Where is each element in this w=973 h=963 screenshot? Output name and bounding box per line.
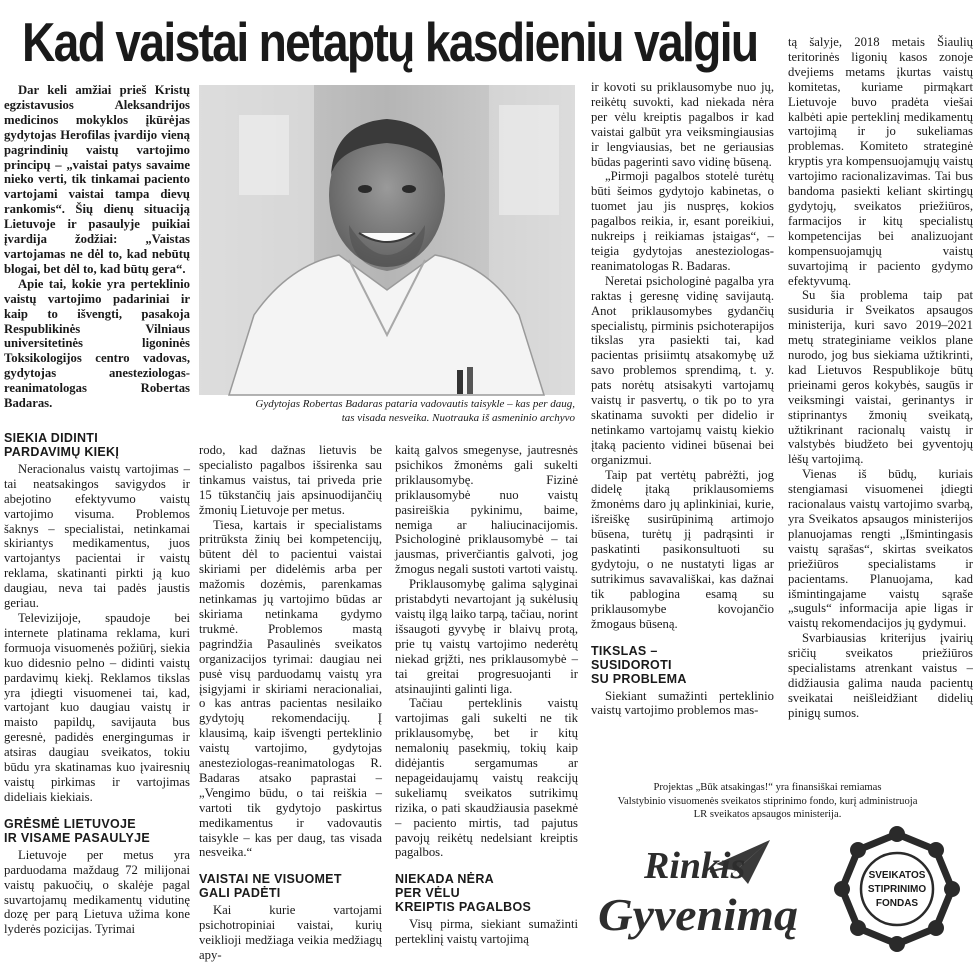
molecule-ring-icon bbox=[834, 826, 960, 952]
paper-plane-icon bbox=[598, 826, 798, 952]
body-paragraph: ir kovoti su priklausomybe nuo jų, reikėtų suvokti, kad niekada nėra per vėlu kreiptis pagalbos ir kad vaistai galbūt yra veiksmingiausias ir lengviausias, bet ne geriausias būdas pagerinti savo vidinę būseną. bbox=[591, 80, 774, 169]
body-paragraph: Su šia problema taip pat susiduria ir Sveikatos apsaugos ministerija, kuri savo 2019–2021 metų strateginiame veiklos plane nurodo, jog bus siekiama užtikrinti, kad Lietuvos Respublikoje būtų prieinami geros kokybės, saugūs ir veiksmingi vaistai, gerinantys ir stiprinantys žmonių sveikatą, užtikrinant racionalų vaistų ir valstybės biudžeto bei gyventojų lėšų vartojimą. bbox=[788, 288, 973, 467]
body-paragraph: Vienas iš būdų, kuriais stengiamasi visuomenei įdiegti racionalaus vaistų vartojimo svarbą, yra Sveikatos apsaugos ministerijos planuojamas rengti „Išmintingasis vaistų sąrašas“, skirtas sveikatos priežiūros specialistams ir pacientams. Planuojama, kad išmintingajame vaistų sąraše „suguls“ informacija apie ligas ir vaistų rekomendacijos jų gydymui. bbox=[788, 467, 973, 631]
body-paragraph: Taip pat vertėtų pabrėžti, jog didelę įtaką priklausomiems žmonėms daro jų aplinkiniai, kurie, išreiškę susirūpinimą artimojo būsena, turėtų jį padrąsinti ir paskatinti pasikonsultuoti su gydytoju, o ne nustatyti ligas ar sutrikimus savavališkai, kas dažnai tik pablogina esamą su priklausomybe kovojančio žmogaus būseną. bbox=[591, 467, 774, 631]
body-paragraph: Svarbiausias kriterijus įvairių sričių sveikatos priežiūros specialistams atrenkant vaistus – didžiausia galima nauda pacientų sveikatai neišleidžiant didelių pinigų sumos. bbox=[788, 631, 973, 720]
body-paragraph: Neracionalus vaistų vartojimas – tai neatsakingos savigydos ir abejotino efektyvumo vaistų vartojimo visuma. Problemos šaknys – specialistai, netinkamai skiriantys medikamentus, juos vartojantys pacientai ir vaistų reklama, skatinanti pirkti ją kuo daugiau, neva tai padės jaustis geriau. bbox=[4, 461, 190, 611]
body-paragraph: Televizijoje, spaudoje bei internete platinama reklama, kuri formuoja visuomenės požiūrį, siekia kuo didesnio pelno – didinti vaistų pardavimų kiekį. Reklamos tikslas yra įdiegti visuomenei tai, kad, vartojant kuo daugiau vaistų ir maisto papildų, savijauta bus geresnė, padidės energingumas ir atsiras daugiau sveikatos, tokiu būdu yra skatinamas kuo įvairesnių vaistų pirkimas ir vartojimas dideliais kiekiais. bbox=[4, 611, 190, 804]
funding-note bbox=[595, 781, 940, 822]
section-heading: GRĖSMĖ LIETUVOJE IR VISAME PASAULYJE bbox=[4, 816, 151, 845]
body-paragraph: Neretai psichologinė pagalba yra raktas į geresnę vidinę savijautą. Anot priklausomybes gydančių specialistų, pirminis psichoterapijos tikslas yra pasiekti tai, kad pacientas prisiimtų atsakomybę už savo problemos sprendimą, t. y. pats norėtų atsisakyti vartojamų vaistų ir pasvertų, o tik po to yra skatinama suvokti per didelio ir netinkamo vartojamų vaistų kiekio įtaką paciento vidinei būsenai bei organizmui. bbox=[591, 273, 774, 467]
body-paragraph: tą šalyje, 2018 metais Šiaulių teritorinės ligonių kasos zonoje dvejiems metams įkurtas vaistų komitetas, kuriame pirmąkart Lietuvoje buvo pradėta viešai kalbėti apie perteklinį medikamentų vartojimą ir jo sukeliamas problemas. Komiteto strateginė kryptis yra kompensuojamųjų vaistų vartojimo racionalizavimas. Tai bus bandoma pasiekti keliant skirtingų gydytojų, sveikatos priežiūros, farmacijos ir kitų specialistų kompetencijas bei analizuojant kompensuojamųjų vaistų suvartojimą ir paciento gydymo efektyvumą. bbox=[788, 35, 973, 288]
portrait-illustration bbox=[199, 85, 575, 395]
article-column-3 bbox=[395, 443, 578, 953]
section-heading: NIEKADA NĖRA PER VĖLU KREIPTIS PAGALBOS bbox=[395, 872, 532, 915]
logo-line: FONDAS bbox=[875, 898, 919, 909]
caption-line: tas visada nesveika. Nuotrauka iš asmeninio archyvo bbox=[341, 411, 575, 424]
body-paragraph: Priklausomybę galima sąlyginai pristabdyti nevartojant ją sukėlusių vaistų ilgą laiko tarpą, tačiau, norint išsaugoti gyvybę ir blaivų protą, prie tų vaistų vartojimo nederėtų niekad grįžti, nes priklausomybė – tai greitai progresuojanti ir atsinaujinti galinti liga. bbox=[395, 577, 578, 696]
body-paragraph: Siekiant sumažinti perteklinio vaistų vartojimo problemos mas- bbox=[591, 688, 774, 718]
body-paragraph: Tiesa, kartais ir specialistams pritrūksta žinių bei kompetencijų, būtent dėl to pacientui vaistai skiriami per didelėmis arba per mažomis dozėmis, parenkamas netinkamas jų vartojimo būdas ar skiriama netinkama gydymo trukmė. Problemos mastą pagrindžia Pasaulinės sveikatos organizacijos tyrimai: daugiau nei pusė visų parduodamų vaistų yra įsigyjami ir skiriami neracionaliai, o kas antras pacientas nesilaiko gydytojų rekomendacijų. Į klausimą, kaip išvengti perteklinio vaistų vartojimo, gydytojas anesteziologas-reanimatologas R. Badaras atsako paprastai – „Vengimo būdu, o tai reiškia – vartoti tik gydytojo paskirtus medikamentus ir vadovautis taisykle – kas per daug, tas visada nesveika.“ bbox=[199, 517, 382, 860]
section-heading: TIKSLAS – SUSIDOROTI SU PROBLEMA bbox=[591, 643, 687, 686]
section-heading: VAISTAI NE VISUOMET GALI PADĖTI bbox=[199, 872, 342, 901]
section-heading: SIEKIA DIDINTI PARDAVIMŲ KIEKĮ bbox=[4, 430, 120, 459]
funding-line: LR sveikatos apsaugos ministerija. bbox=[693, 809, 842, 820]
logo-line: SVEIKATOS bbox=[868, 870, 926, 881]
article-column-5 bbox=[788, 35, 973, 775]
article-lead-paragraph: Apie tai, kokie yra perteklinio vaistų vartojimo padariniai ir kaip to išvengti, pasakoja Respublikinės Vilniaus universitetinės ligoninės Toksikologijos centro vadovas, gydytojas anesteziologas-reanimatologas Robertas Badaras. bbox=[4, 276, 190, 411]
body-paragraph: Tačiau perteklinis vaistų vartojimas gali sukelti ne tik priklausomybę, bet ir kitų nemalonių pasekmių, tokių kaip didėjantis sergamumas ar nepageidaujamų vaistų reakcijų sukeliamų sveikatos sutrikimų rizika, o pati skaudžiausia pasekmė – paciento mirtis, tad pajutus pavojų reikėtų nedelsiant kreiptis pagalbos. bbox=[395, 696, 578, 860]
photo-caption bbox=[199, 398, 575, 425]
doctor-portrait-photo bbox=[199, 85, 575, 395]
sveikatos-fondas-logo bbox=[834, 826, 960, 952]
body-paragraph: Kai kurie vartojami psichotropiniai vaistai, kurių veiklioji medžiaga veikia medžiagų apy- bbox=[199, 903, 382, 963]
article-headline: Kad vaistai netaptų kasdieniu valgiu bbox=[22, 11, 758, 73]
body-paragraph: Visų pirma, siekiant sumažinti perteklinį vaistų vartojimą bbox=[395, 917, 578, 947]
logo-line: STIPRINIMO bbox=[867, 884, 927, 895]
article-lead-paragraph: Dar keli amžiai prieš Kristų egzistavusios Aleksandrijos medicinos mokyklos įkūrėjas gydytojas Herofilas įvardijo vieną pagrindinių vaistų vartojimo principų – „vaistai patys savaime nieko verti, tik tinkamai paciento vartojami vaistai tampa dievų rankomis“. Šių dienų situaciją Lietuvoje ir pasaulyje puikiai įvardija žodžiai: „Vaistas vartojamas ne dėl to, kad nebūtų blogai, bet dėl to, kad būtų gera“. bbox=[4, 83, 190, 276]
article-column-1 bbox=[4, 83, 190, 953]
funding-line: Projektas „Būk atsakingas!“ yra finansiškai remiamas bbox=[653, 782, 882, 793]
rinkis-gyvenima-logo bbox=[598, 826, 798, 952]
article-column-2 bbox=[199, 443, 382, 963]
caption-line: Gydytojas Robertas Badaras pataria vadovautis taisykle – kas per daug, bbox=[255, 398, 575, 410]
logo-word-gyvenima: Gyvenimą bbox=[598, 889, 798, 940]
body-paragraph: „Pirmoji pagalbos stotelė turėtų būti šeimos gydytojo kabinetas, o tuomet jau jis nuspręs, kokios pagalbos reikia, ir, esant poreikiui, nukreips į reikiamas įstaigas“, – teigia gydytojas anesteziologas-reanimatologas R. Badaras. bbox=[591, 169, 774, 273]
body-paragraph: rodo, kad dažnas lietuvis be specialisto pagalbos išsirenka sau tinkamus vaistus, tai priveda prie 15 tūkstančių jais apsinuodijančių žmonių Lietuvoje per metus. bbox=[199, 443, 382, 517]
body-paragraph: Lietuvoje per metus yra parduodama maždaug 72 milijonai vaistų pakuočių, o skalėje pagal suvartojamų medikamentų vidutinę dozę per parą Lietuva užima kone lyderės pozicijas. Tyrimai bbox=[4, 847, 190, 937]
funding-line: Valstybinio visuomenės sveikatos stiprinimo fondo, kurį administruoja bbox=[617, 795, 918, 807]
logo-word-rinkis: Rinkis bbox=[644, 845, 746, 887]
article-column-4 bbox=[591, 80, 774, 775]
body-paragraph: kaitą galvos smegenyse, jautresnės psichikos žmonėms gali sukelti priklausomybę. Fizinė priklausomybė nuo vaistų pasireiškia pykinimu, baime, nemiga ar haliucinacijomis. Psichologinė priklausomybė – tai jausmas, priverčiantis galvoti, jog žmogus negali sustoti vartoti vaistų. bbox=[395, 443, 578, 577]
